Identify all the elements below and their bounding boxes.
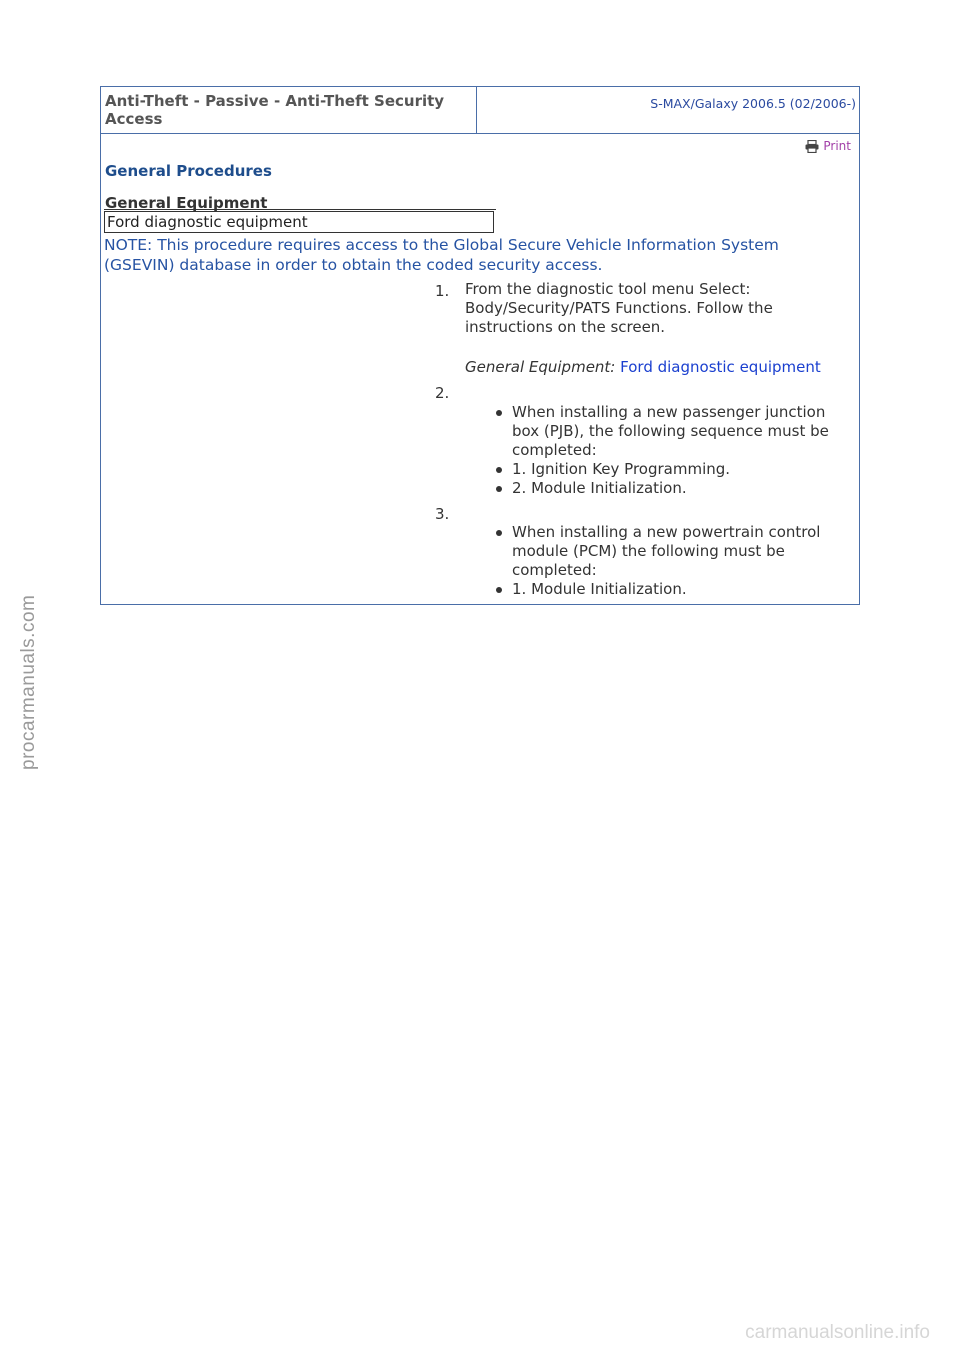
print-link[interactable]: [805, 139, 851, 153]
section-title: General Procedures: [105, 162, 272, 180]
equipment-divider: [104, 209, 496, 210]
step-number: 2.: [435, 384, 450, 402]
step-bullet-list: [495, 523, 855, 599]
procedure-header: [101, 87, 859, 134]
bullet-dot: [496, 486, 502, 492]
bullet-dot: [496, 467, 502, 473]
general-equipment-heading: General Equipment: [105, 194, 268, 212]
print-label[interactable]: Print: [823, 139, 851, 153]
bullet-item: When installing a new powertrain control module (PCM) the following must be completed:: [495, 523, 855, 580]
bullet-item: 2. Module Initialization.: [495, 479, 855, 498]
side-watermark: procarmanuals.com: [18, 594, 39, 770]
bullet-item: When installing a new passenger junction box (PJB), the following sequence must be completed:: [495, 403, 855, 460]
equipment-link[interactable]: Ford diagnostic equipment: [620, 358, 821, 376]
printer-icon: [805, 140, 819, 153]
step-number: 3.: [435, 505, 450, 523]
step-text: From the diagnostic tool menu Select: Body/Security/PATS Functions. Follow the instructions on the screen.: [465, 280, 773, 336]
step-number: 1.: [435, 282, 450, 300]
procedure-sheet: [100, 86, 860, 605]
bullet-dot: [496, 410, 502, 416]
step-equipment-ref: [465, 358, 853, 377]
step-bullet-list: [495, 403, 855, 498]
bullet-item: 1. Ignition Key Programming.: [495, 460, 855, 479]
equipment-ref-label: General Equipment:: [465, 358, 616, 376]
vehicle-model: S-MAX/Galaxy 2006.5 (02/2006-): [650, 96, 856, 111]
procedure-note: NOTE: This procedure requires access to the Global Secure Vehicle Information System (GSEVIN) database in order to obtain the coded security access.: [104, 236, 779, 274]
footer-watermark: carmanualsonline.info: [745, 1322, 930, 1343]
bullet-item: 1. Module Initialization.: [495, 580, 855, 599]
procedure-title: Anti-Theft - Passive - Anti-Theft Security Access: [101, 87, 477, 133]
equipment-item: Ford diagnostic equipment: [104, 211, 494, 233]
bullet-dot: [496, 530, 502, 536]
bullet-dot: [496, 587, 502, 593]
